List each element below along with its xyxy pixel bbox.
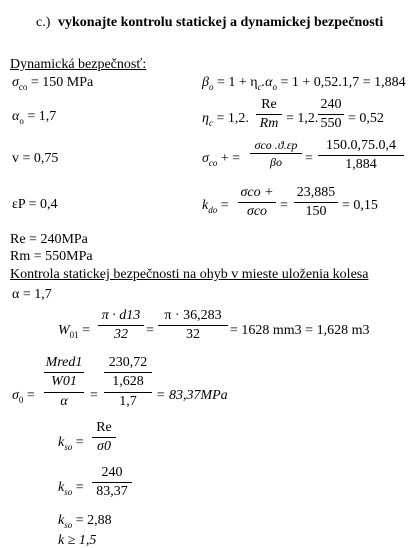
kdo-eq2: = — [280, 198, 288, 213]
beta-o-expr2: .α — [261, 75, 273, 90]
w01-sub: 01 — [69, 329, 79, 340]
kdo-eq: = — [220, 198, 229, 213]
w01-eq: = — [82, 323, 91, 338]
eta-c-eq2: = 1,2. — [286, 111, 319, 126]
kdo-lhs — [202, 199, 229, 215]
last-line-partial: k ≥ 1,5 — [58, 533, 97, 548]
eta-c-frac1-num: Re — [261, 97, 277, 112]
sigma-co-plus-symbol: σ — [202, 151, 209, 166]
kso2-eq: = — [75, 480, 84, 495]
w01-frac2 — [158, 309, 228, 342]
rm-line: Rm = 550MPa — [10, 249, 93, 264]
fraction-bar — [256, 114, 282, 115]
kso2-lhs — [58, 481, 84, 497]
kso3-line — [58, 514, 112, 530]
sigma0-sub: 0 — [18, 394, 24, 405]
heading-prefix: c.) — [36, 15, 51, 30]
sigma-frac1-den: βo — [270, 155, 282, 169]
kso3-symbol: k — [58, 513, 65, 528]
kdo-sub: do — [208, 204, 218, 215]
eta-c-symbol: η — [202, 111, 209, 126]
kso1-symbol: k — [58, 435, 65, 450]
fraction-bar — [92, 437, 116, 438]
fraction-bar — [104, 392, 152, 393]
kdo-frac2 — [294, 186, 338, 219]
eta-c-sub: c — [208, 117, 213, 128]
eps-p-line: εP = 0,4 — [12, 197, 58, 212]
eta-c-frac2 — [318, 98, 344, 131]
beta-o-o-sub: o — [272, 81, 277, 92]
kso1-eq: = — [75, 435, 84, 450]
re-line: Re = 240MPa — [10, 232, 88, 247]
sigma0-symbol: σ — [12, 388, 19, 403]
w01-frac1-num: π · d13 — [101, 308, 141, 323]
static-alpha-line: α = 1,7 — [12, 287, 52, 302]
w01-frac2-num: π · 36,283 — [164, 308, 222, 323]
sigma0-value-frac — [104, 356, 152, 409]
sigma0-eq2: = — [90, 388, 98, 403]
dynamic-section-title: Dynamická bezpečnosť: — [10, 57, 147, 72]
beta-o-expr3: = 1 + 0,52.1,7 = 1,884 — [280, 75, 406, 90]
kdo-frac1-num: σco + — [240, 185, 274, 200]
sigma0-inner-den: W01 — [51, 374, 77, 389]
w01-frac2-den: 32 — [186, 327, 200, 342]
beta-o-symbol: β — [202, 75, 209, 90]
kdo-frac1 — [238, 186, 276, 219]
sigma0-frac — [44, 356, 84, 409]
kso1-sub: so — [64, 441, 73, 452]
kso2-symbol: k — [58, 480, 65, 495]
fraction-bar — [318, 155, 404, 156]
sigma0-result: = 83,37MPa — [156, 388, 228, 403]
beta-o-line — [202, 76, 406, 92]
v-line: v = 0,75 — [12, 151, 59, 166]
fraction-bar — [318, 114, 344, 115]
sigma0-v-inner-den: 1,628 — [112, 374, 144, 389]
kso2-num: 240 — [101, 465, 123, 480]
eta-c-frac2-den: 550 — [320, 116, 342, 131]
sigma-co-sub: co — [18, 81, 28, 92]
alpha-o-line — [12, 110, 56, 126]
sigma0-lhs — [12, 389, 35, 405]
sigma-frac2 — [318, 139, 404, 172]
sigma0-v-outer-den: 1,7 — [119, 394, 137, 409]
kso2-den: 83,37 — [96, 484, 128, 499]
kdo-eq3: = 0,15 — [342, 198, 378, 213]
sigma-co-line — [12, 76, 93, 92]
fraction-bar — [44, 372, 84, 373]
heading-title: vykonajte kontrolu statickej a dynamickej bezpečnosti — [58, 15, 384, 30]
kdo-symbol: k — [202, 198, 209, 213]
kso1-num: Re — [96, 420, 112, 435]
fraction-bar — [44, 392, 84, 393]
sigma-frac2-den: 1,884 — [345, 157, 377, 172]
sigma0-eq: = — [26, 388, 35, 403]
fraction-bar — [158, 325, 228, 326]
sigma-eq: = — [305, 151, 313, 166]
sigma-co-plus-sub: co — [208, 157, 218, 168]
w01-result: = 1628 mm3 = 1,628 m3 — [230, 323, 370, 338]
eta-c-frac2-num: 240 — [320, 97, 342, 112]
eta-c-frac1-den: Rm — [259, 116, 279, 131]
kso1-lhs — [58, 436, 84, 452]
static-section-title: Kontrola statickej bezpečnosti na ohyb v mieste uloženia kolesa — [10, 267, 369, 282]
alpha-o-value: = 1,7 — [27, 109, 57, 124]
beta-o-sub: o — [208, 81, 214, 92]
eta-c-lhs — [202, 112, 249, 128]
eta-c-eq3: = 0,52 — [348, 111, 384, 126]
kso2-sub: so — [64, 486, 73, 497]
kso2-frac — [92, 466, 132, 499]
sigma-frac1 — [250, 139, 302, 168]
sigma-co-symbol: σ — [12, 75, 19, 90]
w01-eq2: = — [146, 323, 154, 338]
beta-o-c-sub: c — [257, 81, 262, 92]
kdo-frac1-den: σco — [246, 204, 268, 219]
fraction-bar — [98, 325, 144, 326]
beta-o-expr: = 1 + η — [216, 75, 258, 90]
eta-c-frac1 — [256, 98, 282, 131]
fraction-bar — [294, 202, 338, 203]
eta-c-eq1: = 1,2. — [216, 111, 249, 126]
w01-frac1-den: 32 — [114, 327, 128, 342]
kso3-sub: so — [64, 519, 73, 530]
fraction-bar — [92, 482, 132, 483]
sigma-co-plus-eq: + = — [220, 151, 241, 166]
kdo-frac2-den: 150 — [305, 204, 327, 219]
sigma0-outer-den: α — [60, 394, 68, 409]
w01-symbol: W — [58, 323, 70, 338]
sigma-frac1-num: σco .ϑ.εp — [254, 138, 298, 152]
w01-lhs — [58, 324, 90, 340]
kdo-frac2-num: 23,885 — [296, 185, 336, 200]
sigma-co-plus-lhs — [202, 152, 240, 168]
sigma0-v-inner-num: 230,72 — [108, 355, 148, 370]
kso1-den: σ0 — [97, 439, 111, 454]
sigma-frac2-num: 150.0,75.0,4 — [326, 138, 396, 153]
alpha-o-symbol: α — [12, 109, 20, 124]
w01-frac1 — [98, 309, 144, 342]
sigma0-inner-num: Mred1 — [45, 355, 83, 370]
fraction-bar — [238, 202, 276, 203]
kso1-frac — [92, 421, 116, 454]
sigma-co-value: = 150 MPa — [30, 75, 94, 90]
fraction-bar — [250, 153, 302, 154]
alpha-o-sub: o — [19, 115, 24, 126]
kso3-value: = 2,88 — [75, 513, 112, 528]
fraction-bar — [104, 372, 152, 373]
